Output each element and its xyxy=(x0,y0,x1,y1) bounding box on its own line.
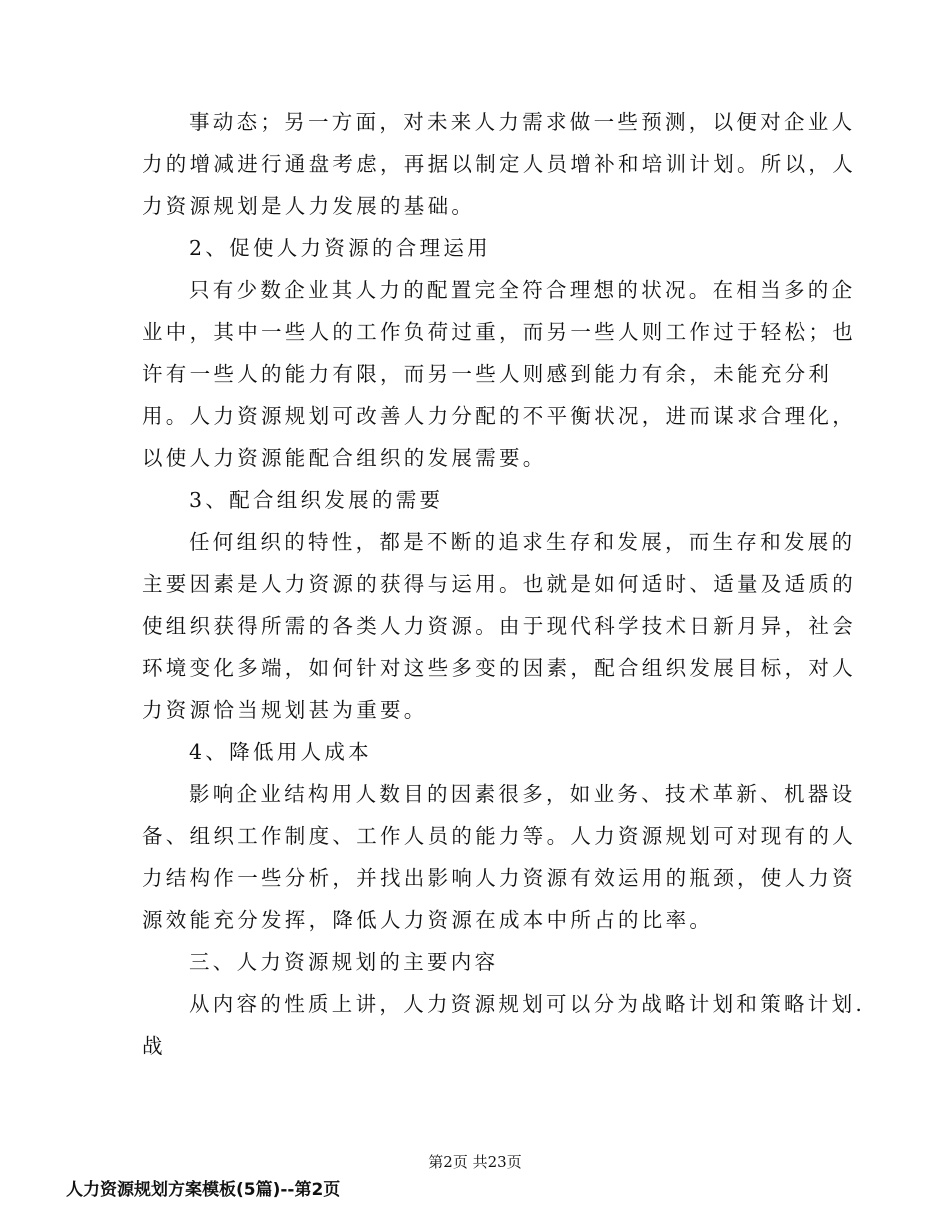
paragraph-line: 环境变化多端，如何针对这些多变的因素，配合组织发展目标，对人 xyxy=(142,656,856,680)
paragraph-line: 只有少数企业其人力的配置完全符合理想的状况。在相当多的企 xyxy=(189,278,856,302)
paragraph-line: 使组织获得所需的各类人力资源。由于现代科学技术日新月异，社会 xyxy=(142,614,856,638)
chapter-heading: 三、人力资源规划的主要内容 xyxy=(189,950,499,974)
paragraph-line: 任何组织的特性，都是不断的追求生存和发展，而生存和发展的 xyxy=(189,530,856,554)
body-text xyxy=(142,101,866,1067)
paragraph-line: 以使人力资源能配合组织的发展需要。 xyxy=(142,446,547,470)
paragraph-line: 力资源恰当规划甚为重要。 xyxy=(142,698,428,722)
paragraph-line: 力的增减进行通盘考虑，再据以制定人员增补和培训计划。所以，人 xyxy=(142,152,856,176)
section-heading: 2、促使人力资源的合理运用 xyxy=(189,236,491,260)
paragraph-line: 影响企业结构用人数目的因素很多，如业务、技术革新、机器设 xyxy=(189,782,856,806)
paragraph-line: 业中，其中一些人的工作负荷过重，而另一些人则工作过于轻松；也 xyxy=(142,320,856,344)
paragraph-line: 力结构作一些分析，并找出影响人力资源有效运用的瓶颈，使人力资 xyxy=(142,866,856,890)
paragraph-line: 用。人力资源规划可改善人力分配的不平衡状况，进而谋求合理化， xyxy=(142,404,856,428)
paragraph-line: 战 xyxy=(142,1034,166,1058)
paragraph-line: 许有一些人的能力有限，而另一些人则感到能力有余，未能充分利 xyxy=(142,362,833,386)
paragraph-line: 源效能充分发挥，降低人力资源在成本中所占的比率。 xyxy=(142,908,714,932)
paragraph-line: 备、组织工作制度、工作人员的能力等。人力资源规划可对现有的人 xyxy=(142,824,856,848)
paragraph-line: 力资源规划是人力发展的基础。 xyxy=(142,194,476,218)
footer-doc-title: 人力资源规划方案模板(5篇)--第2页 xyxy=(66,1180,341,1200)
page-number: 第2页 共23页 xyxy=(428,1153,522,1171)
paragraph-line: 事动态；另一方面，对未来人力需求做一些预测，以便对企业人 xyxy=(189,110,856,134)
paragraph-line: 从内容的性质上讲，人力资源规划可以分为战略计划和策略计划. xyxy=(189,992,866,1016)
paragraph-line: 主要因素是人力资源的获得与运用。也就是如何适时、适量及适质的 xyxy=(142,572,856,596)
section-heading: 3、配合组织发展的需要 xyxy=(189,488,444,512)
section-heading: 4、降低用人成本 xyxy=(189,740,372,764)
